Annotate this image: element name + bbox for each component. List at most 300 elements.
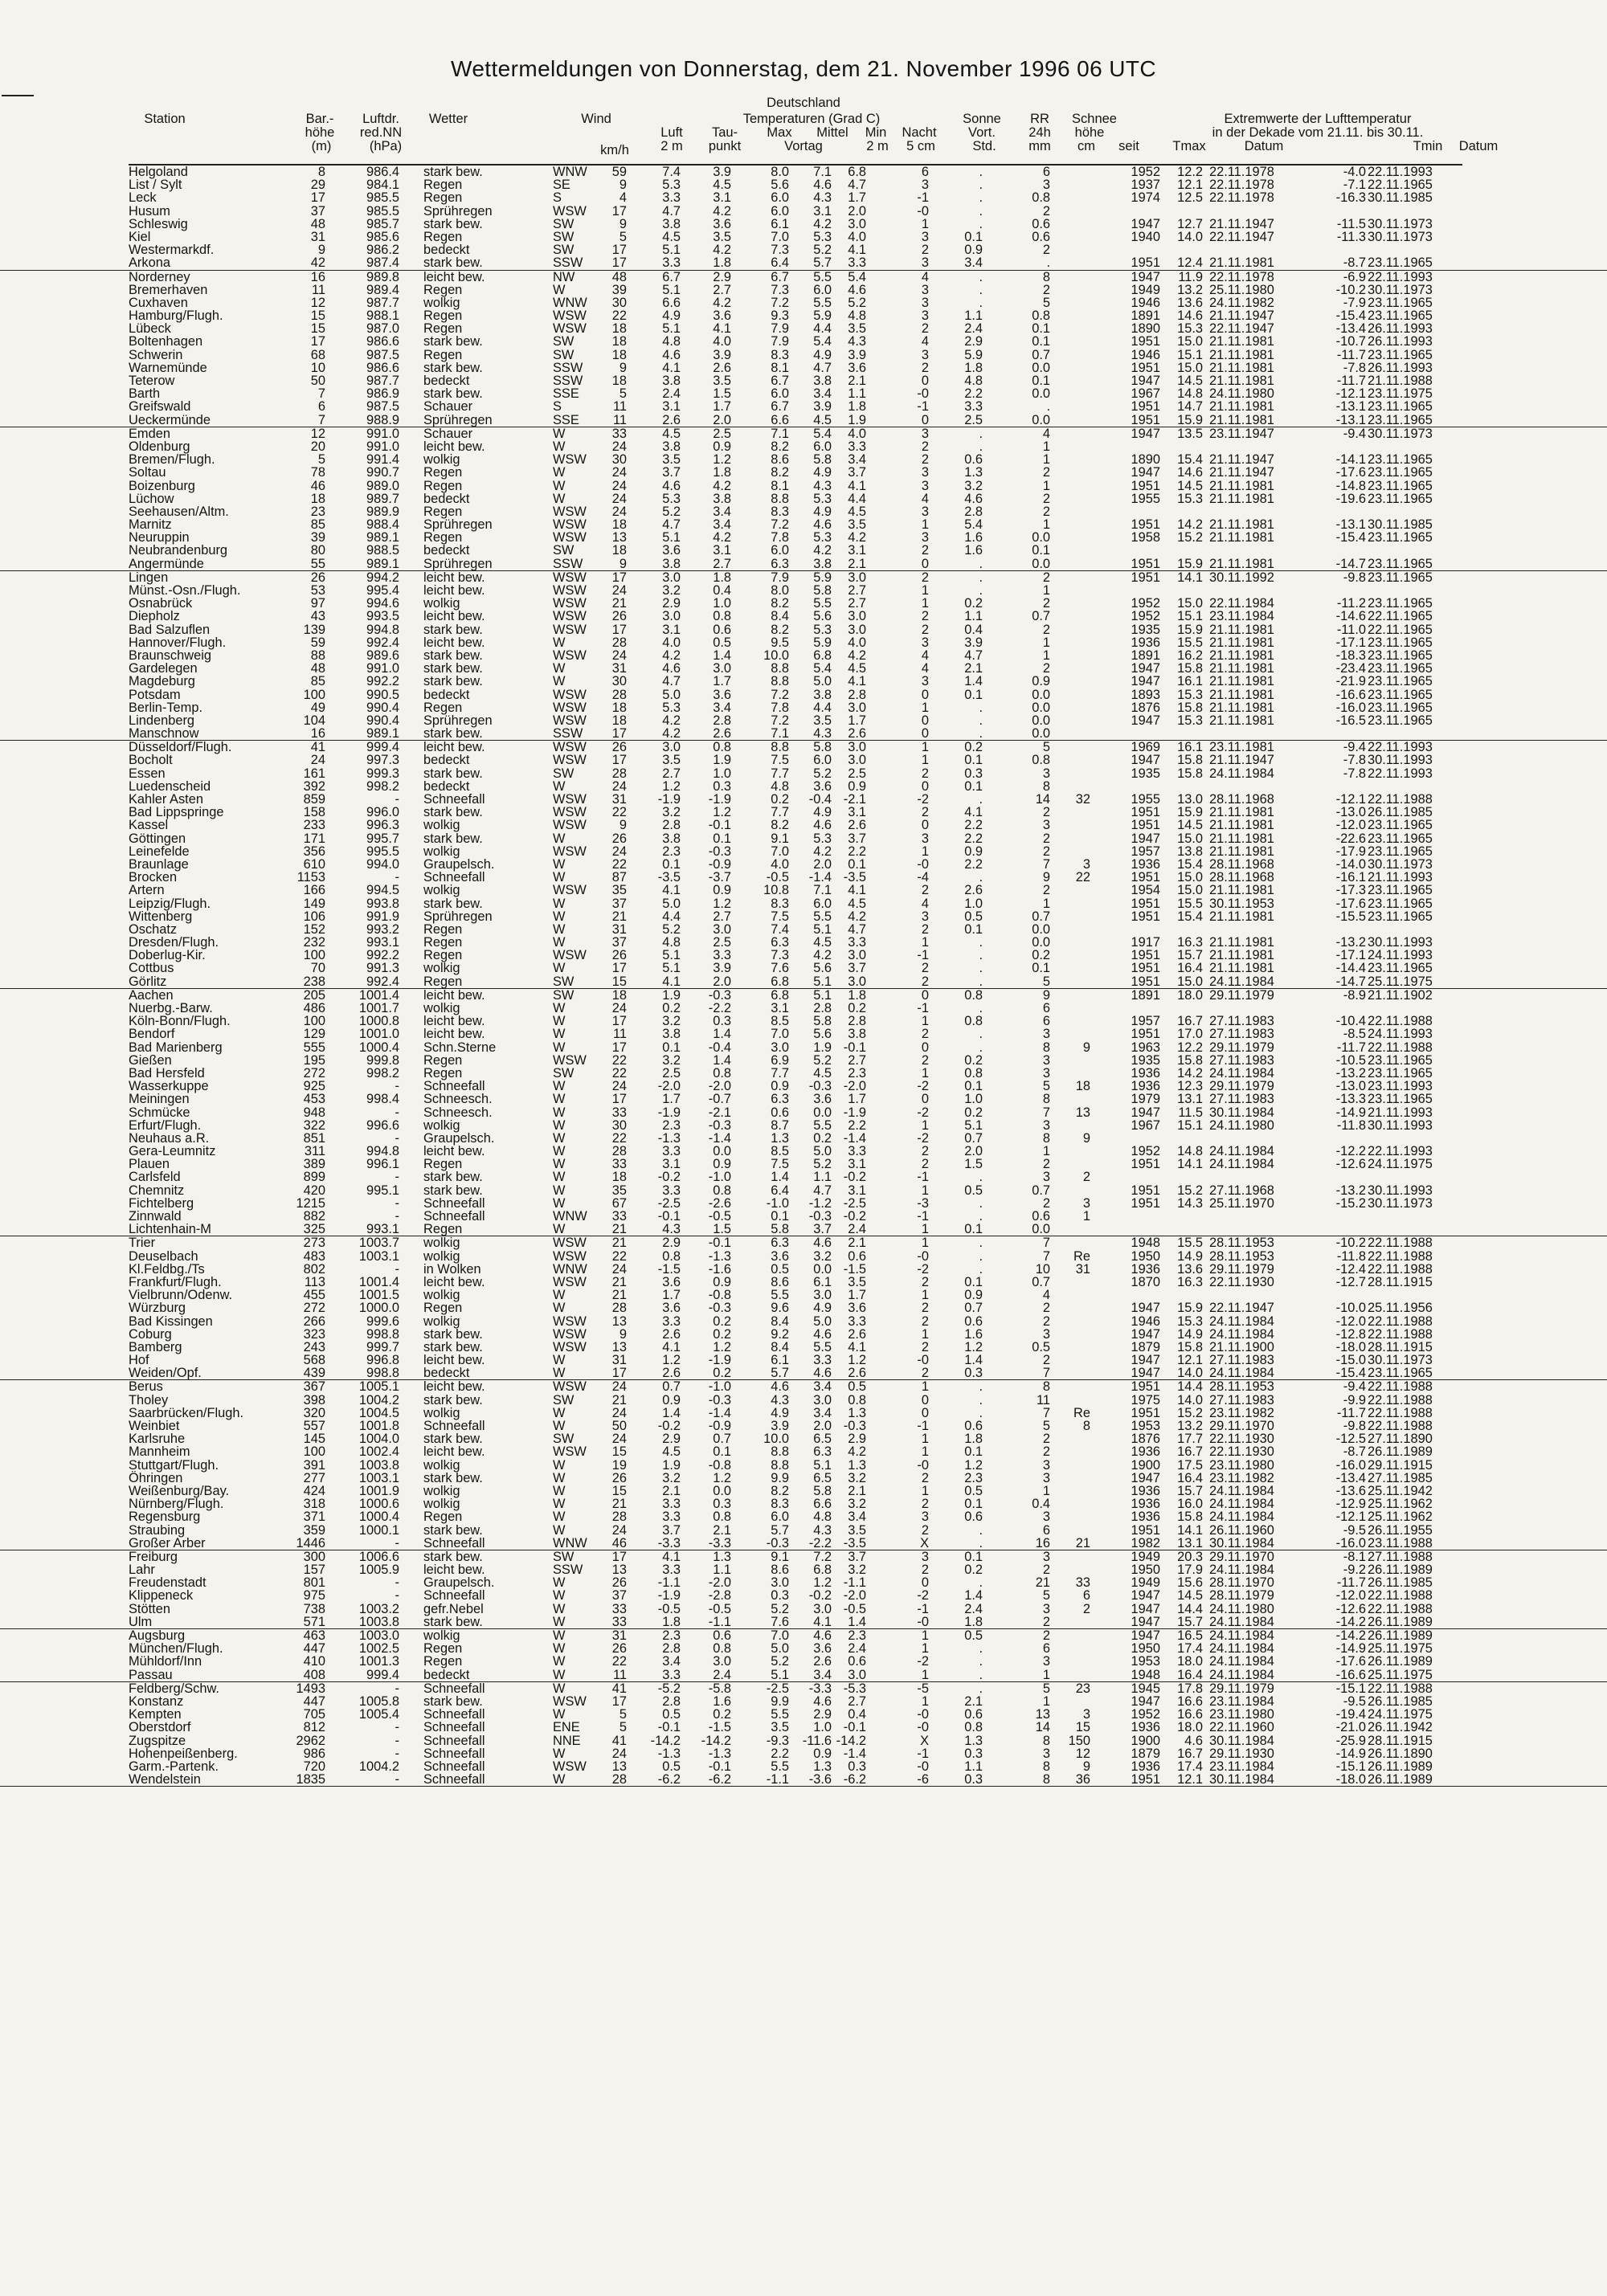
min-temp: 1.7 xyxy=(848,1093,866,1105)
tmin-date: 26.11.1890 xyxy=(1368,1747,1433,1760)
precipitation: 2 xyxy=(1043,662,1050,675)
header-label: seit xyxy=(1118,140,1139,153)
max-temp: 7.7 xyxy=(771,806,789,819)
weather: stark bew. xyxy=(423,675,483,688)
station-name: Teterow xyxy=(129,374,174,387)
air-temp: 4.1 xyxy=(662,884,681,897)
dew-point: 0.2 xyxy=(713,1367,731,1379)
tmin: -10.2 xyxy=(1336,284,1366,296)
weather: Schneefall xyxy=(423,1589,485,1602)
night-min-5cm: 1 xyxy=(922,845,929,858)
min-temp: 2.7 xyxy=(848,1695,866,1708)
air-temp: 3.8 xyxy=(662,832,681,845)
wind-speed: 87 xyxy=(612,871,627,884)
dew-point: -2.8 xyxy=(709,1589,731,1602)
precipitation: 2 xyxy=(1043,597,1050,610)
table-row xyxy=(0,205,1607,218)
weather: Schneesch. xyxy=(423,1106,493,1119)
header-label: Tau- xyxy=(712,126,738,140)
dew-point: -0.3 xyxy=(709,1119,731,1132)
mean-temp: 4.3 xyxy=(813,480,832,492)
min-temp: 1.7 xyxy=(848,1289,866,1301)
table-row xyxy=(0,767,1607,780)
precipitation: 6 xyxy=(1043,1524,1050,1537)
station-name: Fichtelberg xyxy=(129,1197,194,1210)
wind-speed: 13 xyxy=(612,1760,627,1773)
tmin: -15.4 xyxy=(1336,1367,1366,1379)
tmax: 15.7 xyxy=(1177,1485,1203,1497)
wind-speed: 46 xyxy=(612,1537,627,1550)
wind-direction: W xyxy=(553,1027,565,1040)
night-min-5cm: -4 xyxy=(917,871,929,884)
station-name: Schleswig xyxy=(129,218,188,231)
pressure: 986.2 xyxy=(366,243,399,256)
min-temp: 3.3 xyxy=(848,1315,866,1328)
barometer-height: 720 xyxy=(304,1760,325,1773)
precipitation: 2 xyxy=(1043,1301,1050,1314)
min-temp: 2.4 xyxy=(848,1223,866,1236)
sunshine: . xyxy=(979,1380,983,1393)
barometer-height: 171 xyxy=(304,832,325,845)
pressure: - xyxy=(395,1576,399,1589)
record-since: 1951 xyxy=(1131,414,1160,427)
header-label: punkt xyxy=(709,140,741,153)
record-since: 1947 xyxy=(1131,1616,1160,1628)
record-since: 1951 xyxy=(1131,1184,1160,1197)
station-name: Freudenstadt xyxy=(129,1576,206,1589)
barometer-height: 801 xyxy=(304,1576,325,1589)
pressure: 994.8 xyxy=(366,623,399,636)
weather: wolkig xyxy=(423,1315,460,1328)
wind-speed: 17 xyxy=(612,571,627,584)
sunshine: . xyxy=(979,962,983,974)
record-since: 1917 xyxy=(1131,936,1160,949)
wind-speed: 33 xyxy=(612,1158,627,1170)
dew-point: -2.0 xyxy=(709,1576,731,1589)
max-temp: 5.2 xyxy=(771,1655,789,1668)
mean-temp: 3.7 xyxy=(813,1223,832,1236)
tmax-date: 22.11.1978 xyxy=(1209,191,1274,204)
min-temp: 4.1 xyxy=(848,1341,866,1354)
wind-speed: 18 xyxy=(612,374,627,387)
max-temp: 6.0 xyxy=(771,205,789,218)
record-since: 1952 xyxy=(1131,1708,1160,1721)
weather: Schn.Sterne xyxy=(423,1041,496,1054)
station-name: Boizenburg xyxy=(129,480,195,492)
dew-point: 2.7 xyxy=(713,558,731,570)
wind-direction: WSW xyxy=(553,1695,587,1708)
precipitation: 2 xyxy=(1043,1432,1050,1445)
wind-speed: 5 xyxy=(619,231,627,243)
mean-temp: 3.4 xyxy=(813,387,832,400)
tmax-date: 21.11.1981 xyxy=(1209,480,1274,492)
tmin-date: 26.11.1942 xyxy=(1368,1721,1433,1734)
night-min-5cm: 4 xyxy=(922,271,929,284)
table-row xyxy=(0,544,1607,557)
min-temp: 4.1 xyxy=(848,480,866,492)
mean-temp: 5.4 xyxy=(813,335,832,348)
tmax: 13.2 xyxy=(1177,284,1203,296)
tmin-date: 24.11.1993 xyxy=(1368,1027,1433,1040)
tmax-date: 21.11.1981 xyxy=(1209,623,1274,636)
station-name: Schmücke xyxy=(129,1106,190,1119)
table-row xyxy=(0,374,1607,387)
record-since: 1947 xyxy=(1131,1328,1160,1341)
wind-speed: 5 xyxy=(619,1721,627,1734)
header-label: Std. xyxy=(972,140,996,153)
night-min-5cm: 4 xyxy=(922,897,929,910)
table-row xyxy=(0,662,1607,675)
sunshine: 0.1 xyxy=(964,1445,983,1458)
precipitation: 8 xyxy=(1043,1760,1050,1773)
dew-point: -1.0 xyxy=(709,1170,731,1183)
table-row xyxy=(0,806,1607,819)
barometer-height: 812 xyxy=(304,1721,325,1734)
weather: stark bew. xyxy=(423,1170,483,1183)
dew-point: 2.6 xyxy=(713,727,731,740)
tmax: 16.6 xyxy=(1177,1695,1203,1708)
wind-speed: 33 xyxy=(612,1210,627,1223)
dew-point: 3.0 xyxy=(713,1655,731,1668)
table-row xyxy=(0,1289,1607,1301)
weather: Regen xyxy=(423,1054,462,1067)
barometer-height: 100 xyxy=(304,949,325,962)
pressure: 987.7 xyxy=(366,296,399,309)
dew-point: -2.1 xyxy=(709,1106,731,1119)
max-temp: 6.1 xyxy=(771,1354,789,1367)
max-temp: 7.9 xyxy=(771,322,789,335)
precipitation: 3 xyxy=(1043,1170,1050,1183)
tmin-date: 23.11.1965 xyxy=(1368,558,1433,570)
mean-temp: 7.1 xyxy=(813,165,832,178)
sunshine: . xyxy=(979,793,983,806)
record-since: 1940 xyxy=(1131,231,1160,243)
tmax-date: 25.11.1980 xyxy=(1209,284,1274,296)
tmax: 14.0 xyxy=(1177,1367,1203,1379)
tmin: -14.9 xyxy=(1336,1642,1366,1655)
night-min-5cm: -2 xyxy=(917,1132,929,1145)
min-temp: 2.5 xyxy=(848,767,866,780)
wind-speed: 21 xyxy=(612,910,627,923)
precipitation: 8 xyxy=(1043,271,1050,284)
tmin-date: 23.11.1965 xyxy=(1368,845,1433,858)
table-row xyxy=(0,793,1607,806)
min-temp: 4.1 xyxy=(848,675,866,688)
pressure: 988.9 xyxy=(366,414,399,427)
station-name: List / Sylt xyxy=(129,178,182,191)
max-temp: 4.6 xyxy=(771,1380,789,1393)
wind-speed: 24 xyxy=(612,584,627,597)
barometer-height: 359 xyxy=(304,1524,325,1537)
sunshine: . xyxy=(979,205,983,218)
snow-depth: 33 xyxy=(1076,1576,1090,1589)
tmax-date: 21.11.1981 xyxy=(1209,649,1274,662)
wind-speed: 18 xyxy=(612,544,627,557)
wind-speed: 9 xyxy=(619,558,627,570)
sunshine: 0.7 xyxy=(964,1301,983,1314)
wind-direction: W xyxy=(553,1589,565,1602)
barometer-height: 738 xyxy=(304,1603,325,1616)
night-min-5cm: 1 xyxy=(922,518,929,531)
tmin-date: 26.11.1993 xyxy=(1368,322,1433,335)
max-temp: 6.4 xyxy=(771,1184,789,1197)
wind-direction: W xyxy=(553,1367,565,1379)
min-temp: -3.5 xyxy=(844,1537,866,1550)
tmax-date: 23.11.1947 xyxy=(1209,427,1274,440)
mean-temp: 3.5 xyxy=(813,714,832,727)
tmax: 15.0 xyxy=(1177,975,1203,988)
mean-temp: 3.0 xyxy=(813,1603,832,1616)
station-name: Hannover/Flugh. xyxy=(129,636,226,649)
record-since: 1958 xyxy=(1131,531,1160,544)
max-temp: 6.0 xyxy=(771,387,789,400)
precipitation: 2 xyxy=(1043,466,1050,479)
barometer-height: 53 xyxy=(311,584,325,597)
record-since: 1951 xyxy=(1131,362,1160,374)
pressure: 985.6 xyxy=(366,231,399,243)
night-min-5cm: -1 xyxy=(917,1210,929,1223)
snow-depth: 1 xyxy=(1083,1210,1090,1223)
wind-speed: 13 xyxy=(612,531,627,544)
min-temp: 3.4 xyxy=(848,1510,866,1523)
min-temp: 2.6 xyxy=(848,1328,866,1341)
precipitation: 21 xyxy=(1036,1576,1050,1589)
min-temp: 2.7 xyxy=(848,1054,866,1067)
min-temp: 2.6 xyxy=(848,1367,866,1379)
max-temp: 6.0 xyxy=(771,191,789,204)
tmax-date: 27.11.1983 xyxy=(1209,1015,1274,1027)
mean-temp: 5.6 xyxy=(813,610,832,623)
tmin: -12.6 xyxy=(1336,1603,1366,1616)
dew-point: 3.6 xyxy=(713,218,731,231)
air-temp: -3.3 xyxy=(658,1537,681,1550)
dew-point: -1.4 xyxy=(709,1407,731,1420)
station-name: Erfurt/Flugh. xyxy=(129,1119,201,1132)
tmax-date: 21.11.1981 xyxy=(1209,349,1274,362)
night-min-5cm: 6 xyxy=(922,165,929,178)
station-name: Meiningen xyxy=(129,1093,190,1105)
tmax: 15.8 xyxy=(1177,1341,1203,1354)
tmin: -11.2 xyxy=(1337,597,1366,610)
air-temp: 3.6 xyxy=(662,1276,681,1289)
min-temp: -1.4 xyxy=(844,1747,866,1760)
mean-temp: 5.6 xyxy=(813,962,832,974)
precipitation: 4 xyxy=(1043,427,1050,440)
wind-speed: 33 xyxy=(612,1106,627,1119)
night-min-5cm: 3 xyxy=(922,480,929,492)
air-temp: 3.3 xyxy=(662,1497,681,1510)
header-label: höhe xyxy=(305,126,335,140)
precipitation: 7 xyxy=(1043,1407,1050,1420)
tmax: 18.0 xyxy=(1177,1655,1203,1668)
station-name: Neubrandenburg xyxy=(129,544,227,557)
barometer-height: 17 xyxy=(311,335,325,348)
min-temp: 2.0 xyxy=(848,205,866,218)
table-row xyxy=(0,1432,1607,1445)
station-name: Zinnwald xyxy=(129,1210,182,1223)
sunshine: 2.2 xyxy=(964,819,983,831)
weather: Schneefall xyxy=(423,1080,485,1093)
precipitation: 2 xyxy=(1043,806,1050,819)
min-temp: 4.4 xyxy=(848,492,866,505)
air-temp: 2.9 xyxy=(662,1432,681,1445)
air-temp: 3.4 xyxy=(662,1655,681,1668)
weather: Graupelsch. xyxy=(423,1576,494,1589)
wind-direction: SSE xyxy=(553,414,579,427)
table-row xyxy=(0,832,1607,845)
weather: Regen xyxy=(423,349,462,362)
barometer-height: 420 xyxy=(304,1184,325,1197)
station-name: Bremen/Flugh. xyxy=(129,453,215,466)
night-min-5cm: -0 xyxy=(917,1721,929,1734)
min-temp: 2.9 xyxy=(848,1432,866,1445)
table-row xyxy=(0,1250,1607,1263)
precipitation: 3 xyxy=(1043,1472,1050,1485)
min-temp: 1.3 xyxy=(848,1459,866,1472)
tmax: 16.1 xyxy=(1177,675,1203,688)
tmax-date: 21.11.1981 xyxy=(1209,662,1274,675)
tmax-date: 24.11.1984 xyxy=(1209,975,1274,988)
mean-temp: 3.3 xyxy=(813,1354,832,1367)
pressure: 987.5 xyxy=(366,400,399,413)
night-min-5cm: 3 xyxy=(922,349,929,362)
dew-point: 1.4 xyxy=(713,1027,731,1040)
pressure: 1001.5 xyxy=(359,1289,399,1301)
wind-speed: 31 xyxy=(612,923,627,936)
record-since: 1951 xyxy=(1131,1524,1160,1537)
tmin: -15.1 xyxy=(1336,1682,1366,1695)
mean-temp: 5.1 xyxy=(813,923,832,936)
night-min-5cm: 2 xyxy=(922,453,929,466)
pressure: 997.3 xyxy=(366,754,399,766)
max-temp: 6.7 xyxy=(771,400,789,413)
min-temp: -0.3 xyxy=(844,1420,866,1432)
dew-point: 1.2 xyxy=(713,1341,731,1354)
tmin-date: 26.11.1989 xyxy=(1368,1616,1433,1628)
mean-temp: 4.9 xyxy=(813,349,832,362)
tmin-date: 26.11.1989 xyxy=(1368,1563,1433,1576)
tmax-date: 29.11.1979 xyxy=(1209,989,1274,1002)
barometer-height: 272 xyxy=(304,1301,325,1314)
tmax: 14.5 xyxy=(1177,374,1203,387)
tmin-date: 30.11.1973 xyxy=(1368,427,1433,440)
wind-direction: WSW xyxy=(553,793,587,806)
min-temp: 4.0 xyxy=(848,231,866,243)
mean-temp: 2.9 xyxy=(813,1708,832,1721)
tmax: 17.9 xyxy=(1177,1563,1203,1576)
barometer-height: 12 xyxy=(311,296,325,309)
mean-temp: 4.6 xyxy=(813,1236,832,1249)
night-min-5cm: 1 xyxy=(922,597,929,610)
barometer-height: 68 xyxy=(311,349,325,362)
station-name: Osnabrück xyxy=(129,597,192,610)
wind-direction: WSW xyxy=(553,1760,587,1773)
night-min-5cm: 1 xyxy=(922,1669,929,1681)
wind-direction: WSW xyxy=(553,1380,587,1393)
table-row xyxy=(0,741,1607,754)
sunshine: 0.3 xyxy=(964,1747,983,1760)
table-row xyxy=(0,1067,1607,1080)
record-since: 1951 xyxy=(1131,1027,1160,1040)
night-min-5cm: 0 xyxy=(922,1576,929,1589)
header-label: 2 m xyxy=(660,140,683,153)
barometer-height: 49 xyxy=(311,701,325,714)
max-temp: 8.6 xyxy=(771,453,789,466)
tmax: 15.1 xyxy=(1177,610,1203,623)
sunshine: . xyxy=(979,871,983,884)
mean-temp: 5.5 xyxy=(813,271,832,284)
dew-point: -0.3 xyxy=(709,1301,731,1314)
header-label: Wind xyxy=(581,112,611,126)
dew-point: -6.2 xyxy=(709,1773,731,1786)
night-min-5cm: 2 xyxy=(922,322,929,335)
dew-point: -1.9 xyxy=(709,1354,731,1367)
wind-direction: WSW xyxy=(553,505,587,518)
station-name: Köln-Bonn/Flugh. xyxy=(129,1015,231,1027)
barometer-height: 408 xyxy=(304,1669,325,1681)
tmin-date: 30.11.1973 xyxy=(1368,858,1433,871)
pressure: 1000.0 xyxy=(359,1301,399,1314)
pressure: - xyxy=(395,1197,399,1210)
pressure: 985.5 xyxy=(366,205,399,218)
sunshine: . xyxy=(979,584,983,597)
tmax: 15.8 xyxy=(1177,1510,1203,1523)
barometer-height: 166 xyxy=(304,884,325,897)
air-temp: 1.2 xyxy=(662,780,681,793)
wind-direction: W xyxy=(553,440,565,453)
record-since: 1951 xyxy=(1131,949,1160,962)
weather: Regen xyxy=(423,1223,462,1236)
max-temp: 3.1 xyxy=(771,1002,789,1015)
pressure: 1004.0 xyxy=(359,1432,399,1445)
wind-direction: WSW xyxy=(553,584,587,597)
max-temp: 3.5 xyxy=(771,1721,789,1734)
tmax: 14.8 xyxy=(1177,387,1203,400)
tmax: 16.5 xyxy=(1177,1629,1203,1642)
barometer-height: 483 xyxy=(304,1250,325,1263)
tmax: 13.1 xyxy=(1177,1537,1203,1550)
wind-speed: 30 xyxy=(612,1119,627,1132)
wind-speed: 21 xyxy=(612,1497,627,1510)
tmin-date: 22.11.1988 xyxy=(1368,1236,1433,1249)
night-min-5cm: 2 xyxy=(922,1027,929,1040)
tmin: -21.9 xyxy=(1336,675,1366,688)
weather: Regen xyxy=(423,480,462,492)
tmin: -12.2 xyxy=(1336,1145,1366,1158)
min-temp: 2.3 xyxy=(848,1067,866,1080)
tmin-date: 23.11.1965 xyxy=(1368,597,1433,610)
wind-speed: 48 xyxy=(612,271,627,284)
air-temp: 0.2 xyxy=(662,1002,681,1015)
weather: Schneefall xyxy=(423,1760,485,1773)
wind-speed: 17 xyxy=(612,754,627,766)
air-temp: 3.2 xyxy=(662,1054,681,1067)
table-row xyxy=(0,714,1607,727)
tmin: -12.9 xyxy=(1336,1497,1366,1510)
precipitation: 3 xyxy=(1043,178,1050,191)
precipitation: 6 xyxy=(1043,1642,1050,1655)
snow-depth: 23 xyxy=(1076,1682,1090,1695)
max-temp: 7.3 xyxy=(771,243,789,256)
pressure: 993.8 xyxy=(366,897,399,910)
wind-speed: 22 xyxy=(612,309,627,322)
precipitation: 8 xyxy=(1043,1041,1050,1054)
tmin: -17.1 xyxy=(1336,636,1366,649)
pressure: 1005.8 xyxy=(359,1695,399,1708)
barometer-height: 26 xyxy=(311,571,325,584)
air-temp: 3.7 xyxy=(662,1524,681,1537)
tmax: 17.0 xyxy=(1177,1027,1203,1040)
